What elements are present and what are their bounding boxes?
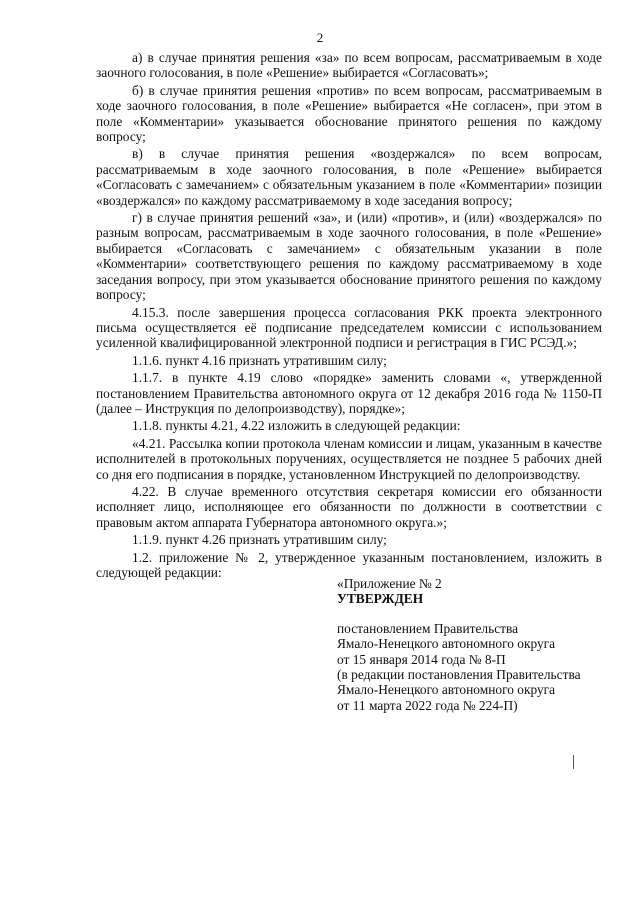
document-body: [96, 50, 602, 582]
page-number: 2: [316, 30, 324, 45]
appendix-line: (в редакции постановления Правительства: [337, 667, 581, 683]
paragraph-1-2: 1.2. приложение № 2, утвержденное указанным постановлением, изложить в следующей редакции:: [96, 549, 602, 580]
appendix-line: постановлением Правительства: [337, 620, 519, 636]
paragraph-item-v: в) в случае принятия решения «воздержался» по всем вопросам, рассматриваемым в ходе заочного голосования, в поле «Решение» выбирается «Согласовать с замечанием» с обязательным указанием в поле «Комментарии» позиции «воздержался» по каждому рассматриваемому в ходе заседания вопросу;: [96, 146, 602, 208]
appendix-line: Ямало-Ненецкого автономного округа: [337, 682, 556, 698]
paragraph-4-15-3: 4.15.3. после завершения процесса согласования РКК проекта электронного письма осуществляется её подписание председателем комиссии с использованием усиленной квалифицированной электронной подписи и регистрация в ГИС РСЭД.»;: [96, 304, 602, 351]
paragraph-1-1-7: 1.1.7. в пункте 4.19 слово «порядке» заменить словами «, утвержденной постановлением Правительства автономного округа от 12 декабря 2016 года № 1150-П (далее – Инструкция по делопроизводству), порядке»;: [96, 370, 602, 416]
appendix-title: «Приложение № 2: [337, 576, 442, 591]
paragraph-item-b: б) в случае принятия решения «против» по всем вопросам, рассматриваемым в ходе заочного голосования, в поле «Решение» выбирается «Не согласен», при этом в поле «Комментарии» указывается обоснование принятого решения по каждому вопросу;: [96, 82, 602, 145]
appendix-line: от 11 марта 2022 года № 224-П): [337, 697, 518, 713]
scan-artifact-mark: [573, 755, 574, 769]
appendix-approved-label: УТВЕРЖДЕН: [337, 591, 424, 607]
appendix-line: от 15 января 2014 года № 8-П: [337, 651, 506, 667]
paragraph-item-a: а) в случае принятия решения «за» по всем вопросам, рассматриваемым в ходе заочного голосования, в поле «Решение» выбирается «Согласовать»;: [96, 50, 602, 81]
paragraph-1-1-6: 1.1.6. пункт 4.16 признать утратившим силу;: [132, 352, 387, 368]
paragraph-4-22: 4.22. В случае временного отсутствия секретаря комиссии его обязанности исполняет лицо, исполняющее его обязанности по должности в соответствии с правовым актом аппарата Губернатора автономного округа.»;: [96, 483, 602, 530]
paragraph-1-1-9: 1.1.9. пункт 4.26 признать утратившим силу;: [132, 532, 387, 548]
paragraph-4-21: «4.21. Рассылка копии протокола членам комиссии и лицам, указанным в качестве исполнителей в протокольных поручениях, осуществляется не позднее 5 рабочих дней со дня его подписания в порядке, установленном Инструкцией по делопроизводству.: [96, 435, 602, 482]
paragraph-item-g: г) в случае принятия решений «за», и (или) «против», и (или) «воздержался» по разным вопросам, рассматриваемым в ходе заочного голосования, в поле «Решение» выбирается «Согласовать с замечанием» с обязательным указании в поле «Комментарии» соответствующего решения по каждому рассматриваемому в ходе заседания вопросу, при этом указывается обоснование принятого решения по каждому вопросу;: [96, 210, 602, 303]
paragraph-1-1-8: 1.1.8. пункты 4.21, 4.22 изложить в следующей редакции:: [132, 418, 461, 434]
appendix-approval-block: [337, 576, 617, 713]
appendix-line: Ямало-Ненецкого автономного округа: [337, 636, 556, 652]
